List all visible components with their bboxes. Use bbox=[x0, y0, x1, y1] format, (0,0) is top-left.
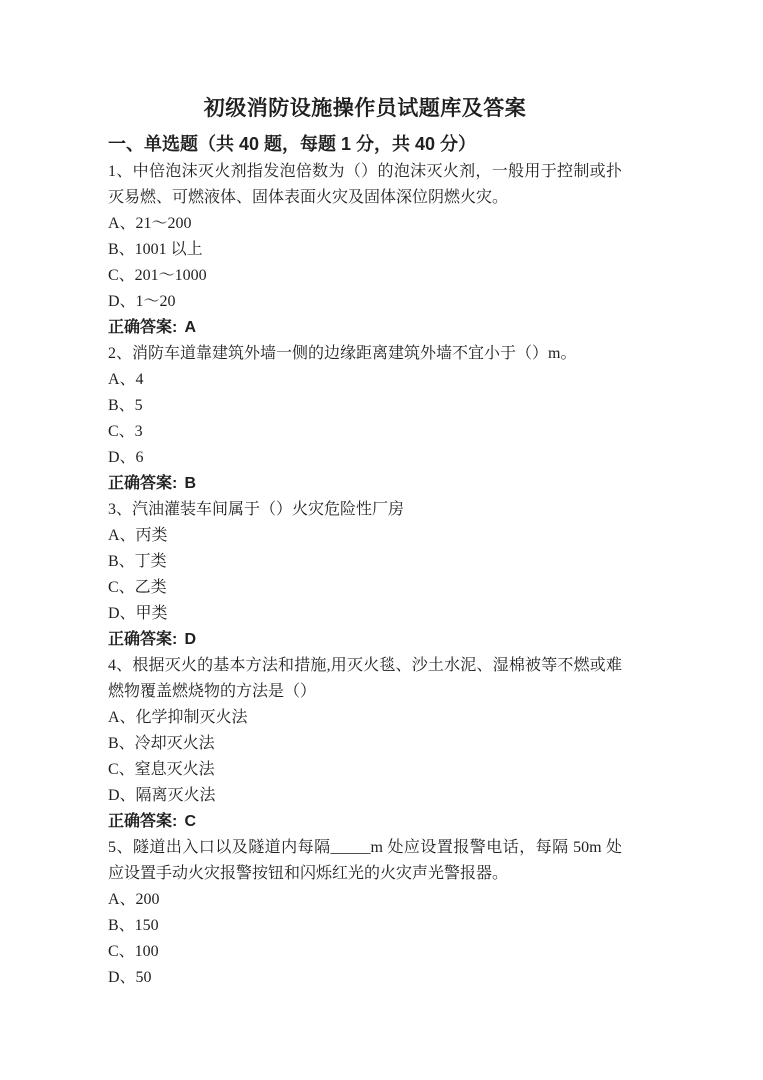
correct-answer-line bbox=[108, 315, 622, 341]
correct-answer-line bbox=[108, 471, 622, 497]
option-a: A、21～200 bbox=[108, 215, 192, 232]
question-1 bbox=[108, 159, 622, 341]
question-2 bbox=[108, 341, 622, 497]
question-3 bbox=[108, 497, 622, 653]
option-d: D、50 bbox=[108, 969, 152, 986]
question-text: 2、消防车道靠建筑外墙一侧的边缘距离建筑外墙不宜小于（）m。 bbox=[108, 345, 577, 362]
document-title: 初级消防设施操作员试题库及答案 bbox=[203, 97, 527, 120]
option-c: C、201～1000 bbox=[108, 267, 207, 284]
correct-answer-label: 正确答案: bbox=[108, 475, 178, 492]
question-text: 4、根据灭火的基本方法和措施,用灭火毯、沙土水泥、湿棉被等不燃或难燃物覆盖燃烧物的方法是（） bbox=[108, 657, 622, 700]
option-c: C、3 bbox=[108, 423, 143, 440]
correct-answer-label: 正确答案: bbox=[108, 319, 178, 336]
option-b: B、冷却灭火法 bbox=[108, 735, 215, 752]
question-text: 1、中倍泡沫灭火剂指发泡倍数为（）的泡沫灭火剂，一般用于控制或扑灭易燃、可燃液体、固体表面火灾及固体深位阴燃火灾。 bbox=[108, 163, 622, 206]
option-a: A、4 bbox=[108, 371, 144, 388]
option-d: D、1～20 bbox=[108, 293, 176, 310]
option-c: C、100 bbox=[108, 943, 159, 960]
correct-answer-line bbox=[108, 627, 622, 653]
correct-answer-value: C bbox=[184, 813, 197, 830]
correct-answer-label: 正确答案: bbox=[108, 813, 178, 830]
option-d: D、6 bbox=[108, 449, 144, 466]
correct-answer-value: A bbox=[184, 319, 197, 336]
option-b: B、1001 以上 bbox=[108, 241, 203, 258]
correct-answer-line bbox=[108, 809, 622, 835]
option-a: A、200 bbox=[108, 891, 160, 908]
question-text: 5、隧道出入口以及隧道内每隔_____m 处应设置报警电话，每隔 50m 处应设置手动火灾报警按钮和闪烁红光的火灾声光警报器。 bbox=[108, 839, 622, 882]
option-c: C、窒息灭火法 bbox=[108, 761, 215, 778]
document-content bbox=[108, 93, 622, 991]
option-b: B、丁类 bbox=[108, 553, 167, 570]
option-d: D、隔离灭火法 bbox=[108, 787, 216, 804]
option-a: A、丙类 bbox=[108, 527, 168, 544]
question-text: 3、汽油灌装车间属于（）火灾危险性厂房 bbox=[108, 501, 405, 518]
correct-answer-label: 正确答案: bbox=[108, 631, 178, 648]
correct-answer-value: B bbox=[184, 475, 197, 492]
option-b: B、150 bbox=[108, 917, 159, 934]
option-b: B、5 bbox=[108, 397, 143, 414]
option-c: C、乙类 bbox=[108, 579, 167, 596]
option-a: A、化学抑制灭火法 bbox=[108, 709, 248, 726]
option-d: D、甲类 bbox=[108, 605, 168, 622]
correct-answer-value: D bbox=[184, 631, 197, 648]
question-4 bbox=[108, 653, 622, 835]
section-heading: 一、单选题（共 40 题，每题 1 分，共 40 分） bbox=[108, 134, 477, 154]
question-5 bbox=[108, 835, 622, 991]
